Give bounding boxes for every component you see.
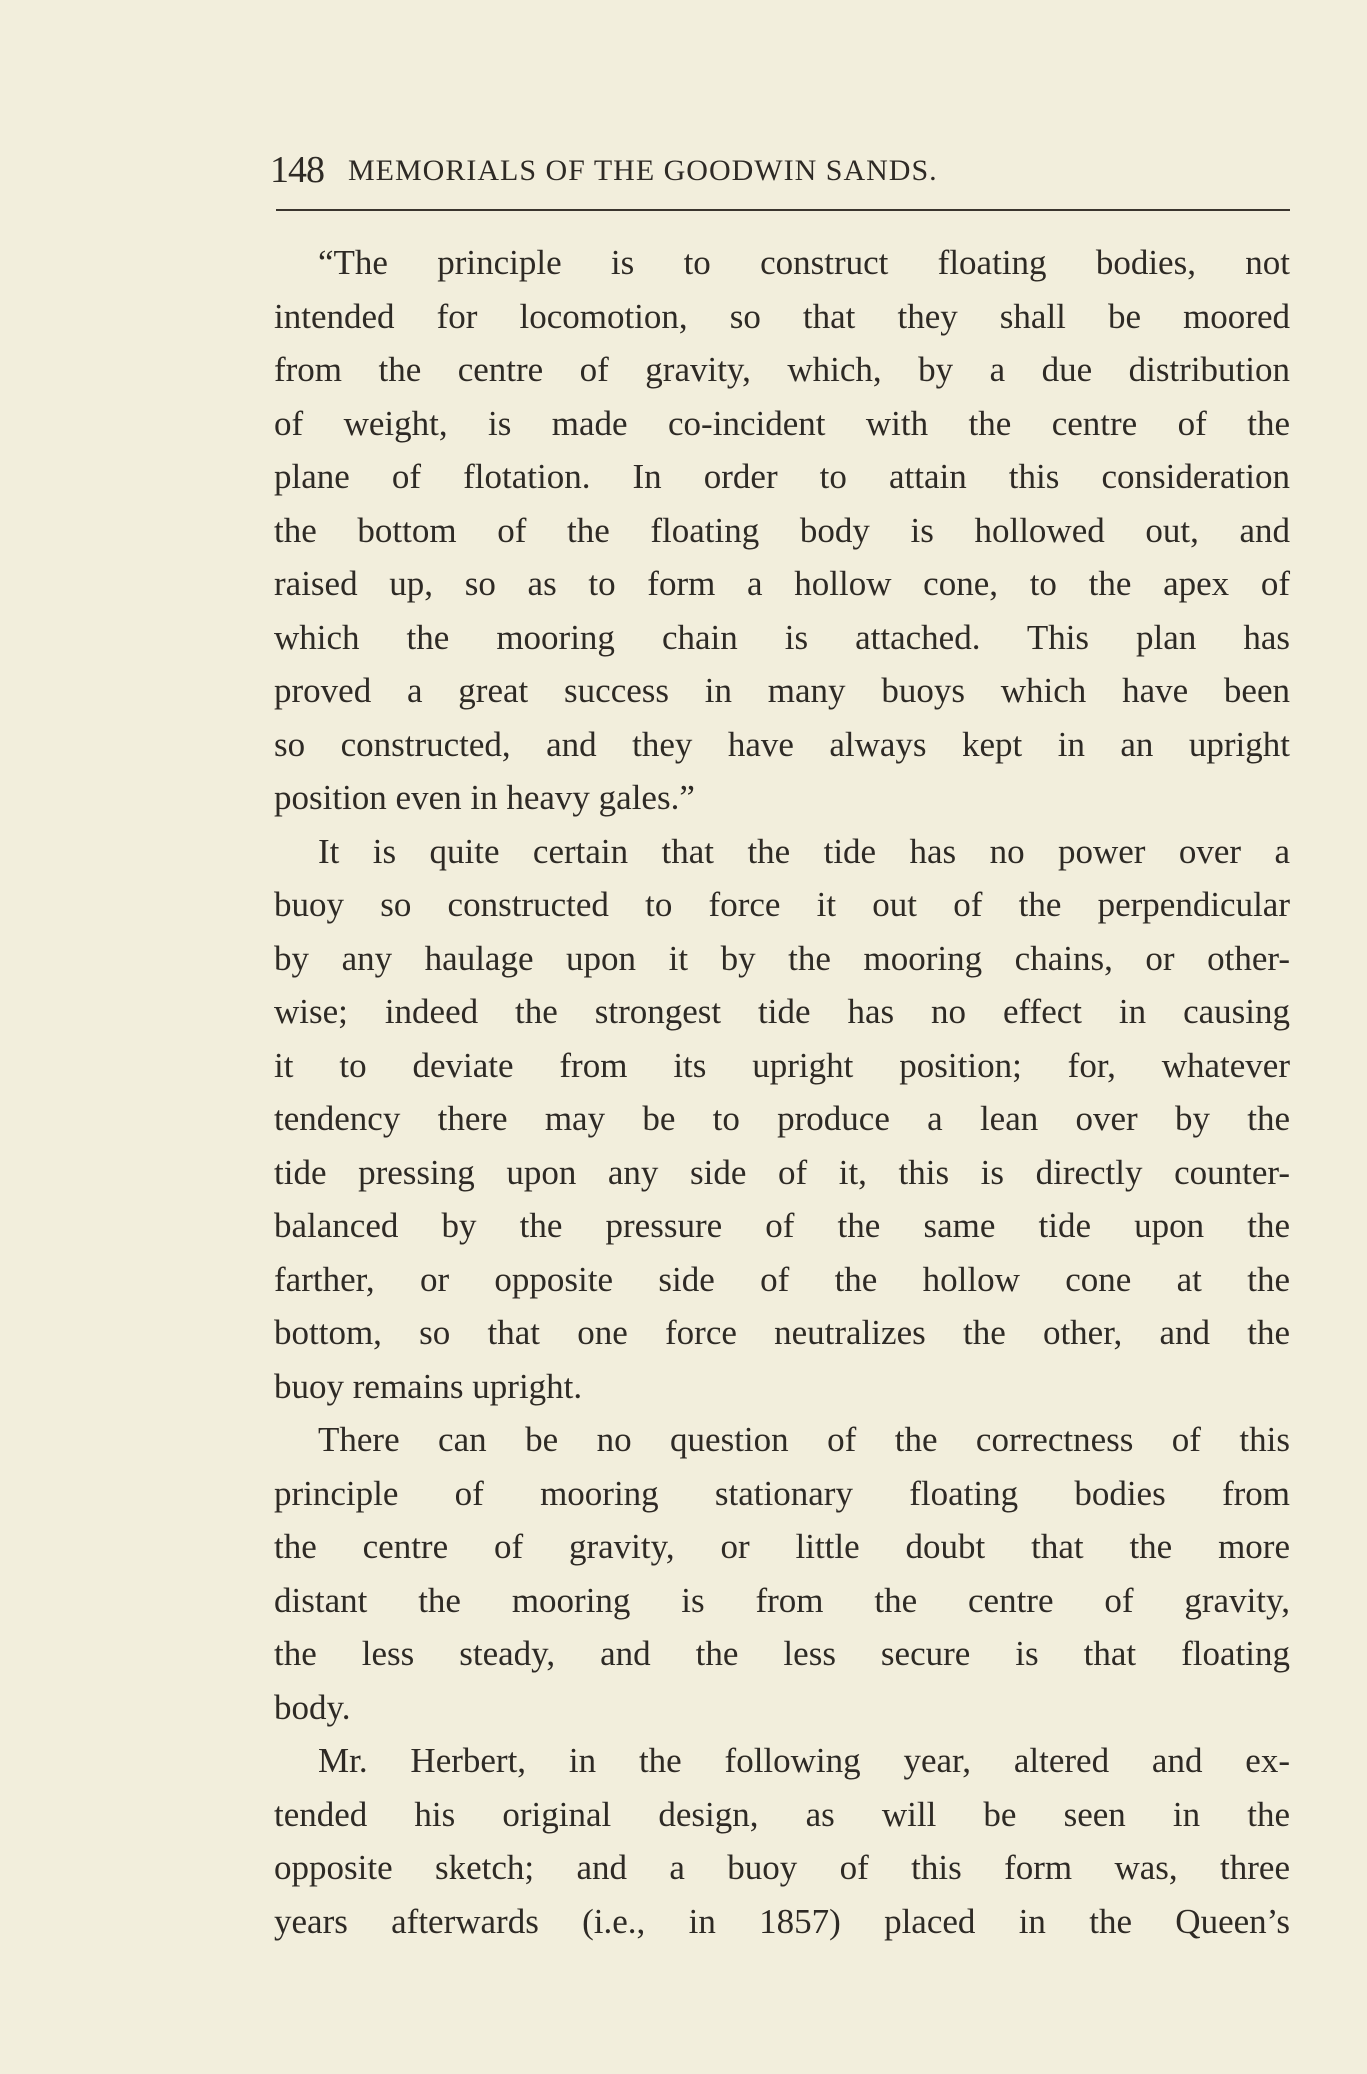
text-line: “The principle is to construct floating bodies, not [318, 243, 1290, 282]
text-line: opposite sketch; and a buoy of this form was, three [274, 1848, 1290, 1887]
text-line: the bottom of the floating body is hollowed out, and [274, 510, 1290, 550]
text-line: balanced by the pressure of the same tide upon the [274, 1206, 1290, 1245]
text-line: It is quite certain that the tide has no power over a [318, 831, 1290, 871]
body-text [274, 236, 1290, 1948]
text-line: buoy so constructed to force it out of the perpendicular [274, 885, 1290, 924]
page-header [270, 148, 1290, 194]
text-line: farther, or opposite side of the hollow cone at the [274, 1259, 1290, 1299]
text-line: from the centre of gravity, which, by a due distribution [274, 350, 1290, 389]
text-line: distant the mooring is from the centre of gravity, [274, 1580, 1290, 1620]
text-line: proved a great success in many buoys which have been [274, 671, 1290, 710]
running-title: MEMORIALS OF THE GOODWIN SANDS. [348, 154, 938, 187]
text-line: buoy remains upright. [274, 1366, 583, 1406]
text-line: wise; indeed the strongest tide has no effect in causing [274, 992, 1290, 1031]
text-line: plane of flotation. In order to attain this consideration [274, 457, 1290, 496]
text-line: position even in heavy gales.” [274, 778, 695, 817]
text-line: of weight, is made co-incident with the centre of the [274, 403, 1290, 443]
text-line: bottom, so that one force neutralizes the other, and the [274, 1313, 1290, 1352]
text-line: years afterwards (i.e., in 1857) placed in the Queen’s [274, 1901, 1290, 1941]
text-line: Mr. Herbert, in the following year, altered and ex- [318, 1741, 1290, 1780]
text-line: tended his original design, as will be seen in the [274, 1794, 1290, 1834]
text-line: which the mooring chain is attached. This plan has [274, 617, 1290, 657]
text-line: the centre of gravity, or little doubt that the more [274, 1527, 1290, 1566]
text-line: it to deviate from its upright position; for, whatever [274, 1045, 1290, 1085]
text-line: by any haulage upon it by the mooring chains, or other- [274, 938, 1290, 978]
text-line: tendency there may be to produce a lean over by the [274, 1099, 1290, 1138]
text-line: the less steady, and the less secure is that floating [274, 1634, 1290, 1673]
text-line: intended for locomotion, so that they shall be moored [274, 296, 1290, 336]
text-line: tide pressing upon any side of it, this is directly counter- [274, 1152, 1290, 1192]
text-line: principle of mooring stationary floating bodies from [274, 1473, 1290, 1513]
page-number: 148 [270, 149, 324, 191]
text-line: body. [274, 1687, 351, 1727]
header-rule [276, 209, 1290, 211]
text-line: so constructed, and they have always kept in an upright [274, 724, 1290, 764]
text-line: There can be no question of the correctness of this [318, 1420, 1290, 1459]
text-line: raised up, so as to form a hollow cone, to the apex of [274, 564, 1290, 603]
